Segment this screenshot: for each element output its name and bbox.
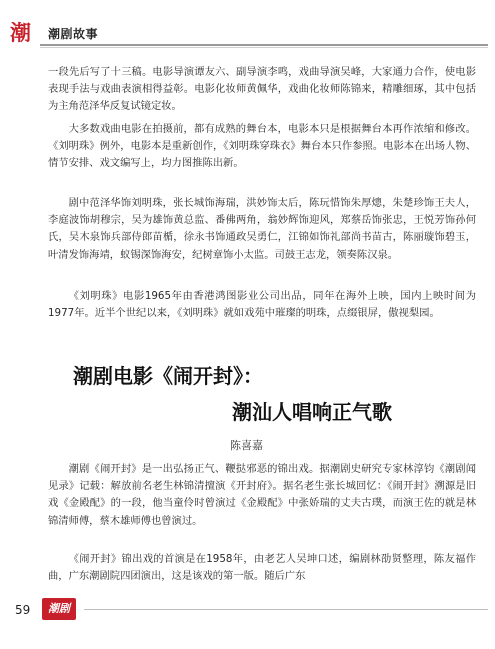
- paragraph: 《刘明珠》电影1965年由香港鸿图影业公司出品，同年在海外上映，国内上映时间为1977年。近半个世纪以来，《刘明珠》就如戏苑中璀璨的明珠，点缀银屏，傲视梨园。: [48, 290, 476, 320]
- header-divider-thin: [40, 47, 488, 48]
- article-title: 潮剧电影《闹开封》：: [73, 364, 263, 388]
- footer-magazine-logo: 潮剧: [42, 598, 76, 620]
- magazine-logo-mark: 潮: [10, 20, 31, 45]
- paragraph-continued: 一段先后写了十三稿。电影导演谭友六、副导演李鸣，戏曲导演吴峰，大家通力合作，使电影表现手法与戏曲表演相得益彰。电影化妆师黄佩华，戏曲化妆师陈锦来，精雕细琢，其中包括为主角范泽华反复试镜定妆。: [48, 66, 476, 113]
- section-title: 潮剧故事: [48, 27, 99, 41]
- article-author: 陈喜嘉: [230, 439, 263, 452]
- paragraph: 大多数戏曲电影在拍摄前，都有成熟的舞台本，电影本只是根据舞台本再作浓缩和修改。《刘明珠》例外，电影本是重新创作，《刘明珠穿珠衣》舞台本只作参照。电影本在出场人物、情节安排、戏文编写上，均力图推陈出新。: [48, 123, 476, 170]
- paragraph: 潮剧《闹开封》是一出弘扬正气、鞭挞邪恶的锦出戏。据潮剧史研究专家林淳钧《潮剧闻见录》记载：解放前名老生林锦清擅演《开封府》。据名老生张长城回忆：《闹开封》溯源是旧戏《金殿配》的一段，他当童伶时曾演过《金殿配》中张娇瑞的丈夫古璞，而演王佐的就是林锦清师傅，蔡木雄师傅也曾演过。: [48, 463, 476, 527]
- page-header: [0, 0, 495, 46]
- footer-divider: [84, 609, 488, 610]
- article-subtitle: 潮汕人唱响正气歌: [232, 400, 392, 424]
- page-number: 59: [15, 603, 31, 617]
- paragraph: 《闹开封》锦出戏的首演是在1958年，由老艺人吴坤口述，编剧林劭贤整理，陈友福作曲，广东潮剧院四团演出，这是该戏的第一版。随后广东: [48, 553, 476, 583]
- header-divider: [40, 44, 488, 46]
- paragraph-cast-list: 剧中范泽华饰刘明珠，张长城饰海瑞，洪妙饰太后，陈玩惜饰朱厚熜，朱楚珍饰王夫人，李庭波饰胡穆宗，吴为雄饰黄总监、番佛两角，翁妙辉饰迎风，郑蔡岳饰张忠，王悦芳饰孙何氏，吴木泉饰兵部侍郎苗楯，徐永书饰通政吴勇仁，江锦如饰礼部尚书苗古，陈丽璇饰碧玉，叶清发饰海靖，蚁锡深饰海安，纪树章饰小太监。司鼓王志龙，领奏陈汉泉。: [48, 197, 476, 261]
